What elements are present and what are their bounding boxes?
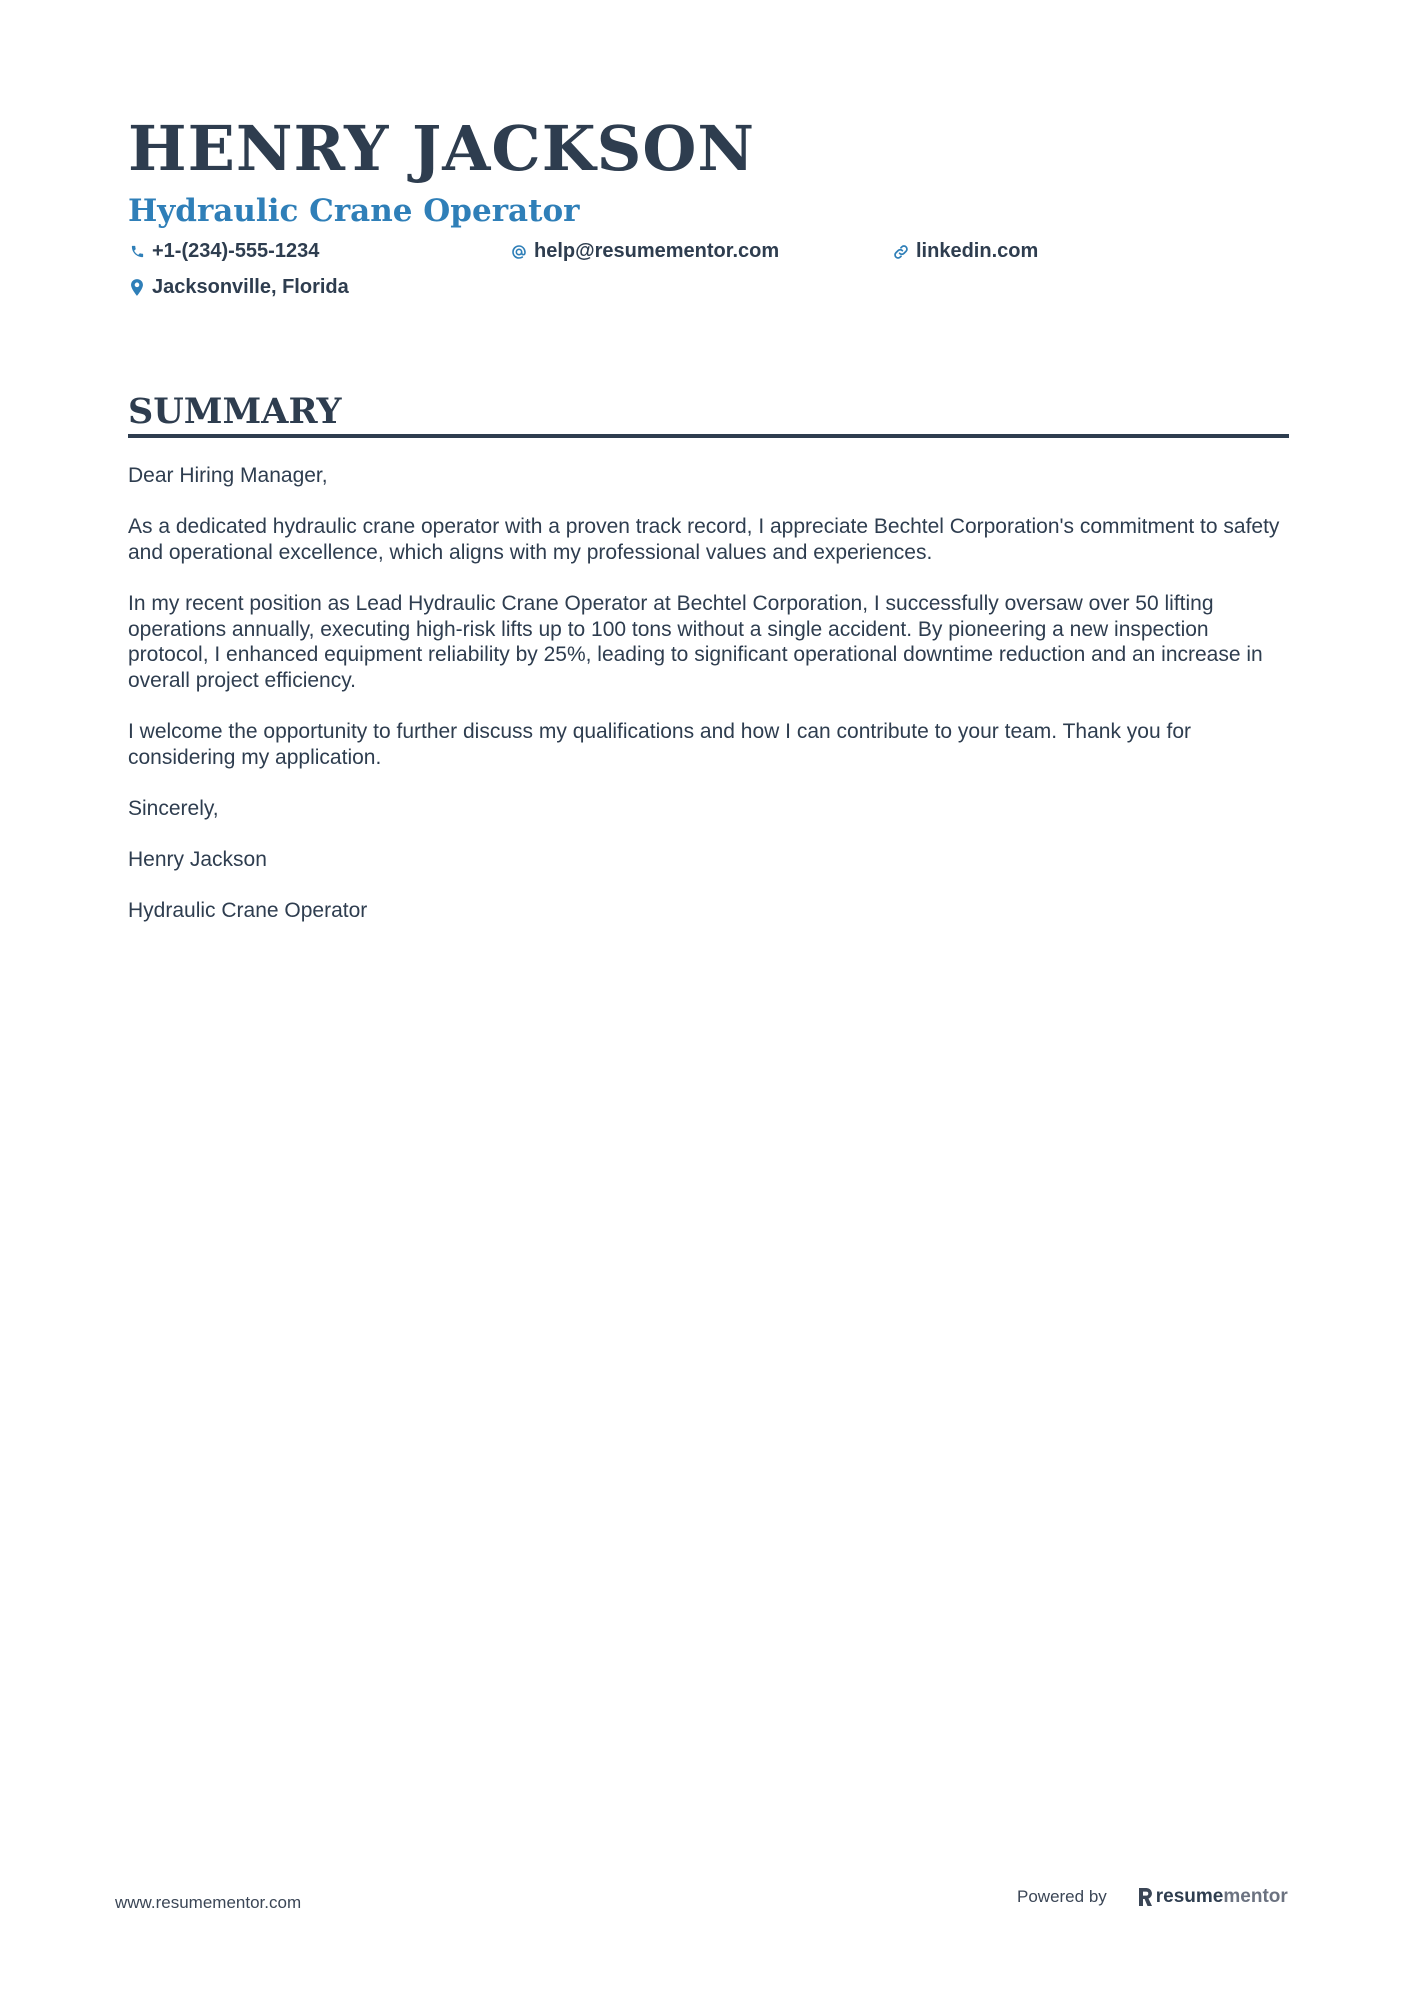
footer-powered-by xyxy=(1017,1886,1288,1908)
paragraph-closing: I welcome the opportunity to further discuss my qualifications and how I can contribute to your team. Thank you for considering my application. xyxy=(128,719,1191,769)
contact-location xyxy=(128,276,349,299)
contact-phone xyxy=(128,240,319,263)
letter-body xyxy=(128,463,1293,949)
contact-info xyxy=(128,240,1288,310)
paragraph-intro: As a dedicated hydraulic crane operator with a proven track record, I appreciate Bechtel Corporation's commitment to safety and operational excellence, which aligns with my professional values and experiences. xyxy=(128,515,1280,564)
signature-name: Henry Jackson xyxy=(128,847,267,871)
sign-off: Sincerely, xyxy=(128,796,219,820)
signature-title: Hydraulic Crane Operator xyxy=(128,899,368,923)
at-icon xyxy=(510,243,528,261)
location-text: Jacksonville, Florida xyxy=(152,276,349,298)
brand-text-bold: resume xyxy=(1155,1886,1224,1907)
link-text: linkedin.com xyxy=(916,240,1039,262)
phone-icon xyxy=(128,243,146,261)
contact-link xyxy=(892,240,1038,263)
location-pin-icon xyxy=(128,279,146,297)
paragraph-experience: In my recent position as Lead Hydraulic Crane Operator at Bechtel Corporation, I successfully oversaw over 50 lifting operations annually, executing high-risk lifts up to 100 tons without a single accident. By pioneering a new inspection protocol, I enhanced equipment reliability by 25%, leading to significant operational downtime reduction and an increase in overall project efficiency. xyxy=(128,591,1263,692)
summary-heading: SUMMARY xyxy=(128,390,1289,438)
link-icon xyxy=(892,243,910,261)
salutation: Dear Hiring Manager, xyxy=(128,464,328,487)
phone-text: +1-(234)-555-1234 xyxy=(152,240,320,262)
candidate-name: HENRY JACKSON xyxy=(128,112,756,185)
header xyxy=(128,112,1288,310)
job-title: Hydraulic Crane Operator xyxy=(128,193,580,229)
footer-website: www.resumementor.com xyxy=(115,1893,302,1912)
powered-by-label: Powered by xyxy=(1017,1887,1107,1906)
contact-email xyxy=(510,240,779,263)
email-text: help@resumementor.com xyxy=(534,240,780,262)
brand-logo xyxy=(1137,1886,1288,1908)
resumementor-logo-icon xyxy=(1137,1887,1153,1907)
brand-text-light: mentor xyxy=(1223,1886,1288,1907)
